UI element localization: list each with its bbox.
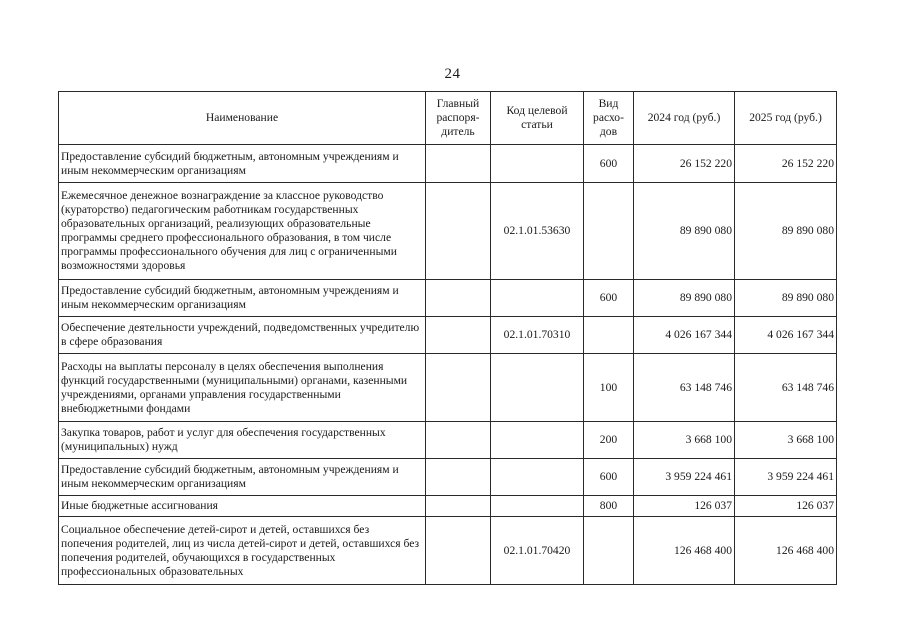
cell-name: Закупка товаров, работ и услуг для обеспечения государственных (муниципальных) нужд [59,422,426,459]
cell-code [491,354,584,422]
table-row [59,496,837,517]
cell-kvr: 600 [584,459,634,496]
cell-kvr [584,317,634,354]
cell-manager [426,459,491,496]
cell-manager [426,280,491,317]
cell-code [491,280,584,317]
cell-kvr: 800 [584,496,634,517]
cell-name: Иные бюджетные ассигнования [59,496,426,517]
cell-kvr: 100 [584,354,634,422]
cell-name: Предоставление субсидий бюджетным, автономным учреждениям и иным некоммерческим организациям [59,280,426,317]
cell-name: Социальное обеспечение детей-сирот и детей, оставшихся без попечения родителей, лиц из числа детей-сирот и детей, оставшихся без попечения родителей, обучающихся в государственных профессиональных образовательных [59,517,426,585]
cell-2025: 126 037 [735,496,837,517]
header-2025: 2025 год (руб.) [735,92,837,145]
cell-manager [426,517,491,585]
table-row [59,145,837,183]
cell-name: Расходы на выплаты персоналу в целях обеспечения выполнения функций государственными (муниципальными) органами, казенными учреждениями, органами управления государственными внебюджетными фондами [59,354,426,422]
cell-2024: 89 890 080 [634,183,735,280]
cell-2024: 4 026 167 344 [634,317,735,354]
table-row [59,459,837,496]
table-row [59,354,837,422]
table-header-row [59,92,837,145]
cell-name: Предоставление субсидий бюджетным, автономным учреждениям и иным некоммерческим организациям [59,145,426,183]
budget-table [58,91,837,585]
cell-2024: 3 668 100 [634,422,735,459]
cell-kvr [584,183,634,280]
cell-manager [426,422,491,459]
cell-manager [426,317,491,354]
cell-name: Обеспечение деятельности учреждений, подведомственных учредителю в сфере образования [59,317,426,354]
cell-name: Ежемесячное денежное вознаграждение за классное руководство (кураторство) педагогическим работникам государственных образовательных организаций, реализующих образовательные программы среднего профессионального образования, в том числе программы профессионального обучения для лиц с ограниченными возможностями здоровья [59,183,426,280]
header-kvr: Вид расхо-дов [584,92,634,145]
cell-manager [426,183,491,280]
cell-2025: 3 959 224 461 [735,459,837,496]
cell-2025: 3 668 100 [735,422,837,459]
cell-manager [426,496,491,517]
cell-2025: 89 890 080 [735,183,837,280]
cell-2024: 126 468 400 [634,517,735,585]
cell-2025: 63 148 746 [735,354,837,422]
cell-kvr: 600 [584,280,634,317]
cell-2025: 26 152 220 [735,145,837,183]
cell-kvr: 600 [584,145,634,183]
cell-code: 02.1.01.53630 [491,183,584,280]
table-row [59,317,837,354]
header-manager: Главный распоря-дитель [426,92,491,145]
header-2024: 2024 год (руб.) [634,92,735,145]
cell-2024: 3 959 224 461 [634,459,735,496]
cell-2025: 126 468 400 [735,517,837,585]
cell-code [491,496,584,517]
cell-kvr [584,517,634,585]
cell-manager [426,354,491,422]
page-number: 24 [444,66,461,82]
cell-2024: 63 148 746 [634,354,735,422]
cell-code [491,459,584,496]
table-row [59,183,837,280]
cell-2024: 89 890 080 [634,280,735,317]
table-row [59,422,837,459]
cell-2024: 26 152 220 [634,145,735,183]
cell-2024: 126 037 [634,496,735,517]
table-row [59,517,837,585]
cell-code: 02.1.01.70310 [491,317,584,354]
cell-2025: 4 026 167 344 [735,317,837,354]
cell-name: Предоставление субсидий бюджетным, автономным учреждениям и иным некоммерческим организациям [59,459,426,496]
cell-code [491,145,584,183]
header-name: Наименование [59,92,426,145]
cell-2025: 89 890 080 [735,280,837,317]
cell-kvr: 200 [584,422,634,459]
table-row [59,280,837,317]
cell-code [491,422,584,459]
header-code: Код целевой статьи [491,92,584,145]
cell-code: 02.1.01.70420 [491,517,584,585]
cell-manager [426,145,491,183]
